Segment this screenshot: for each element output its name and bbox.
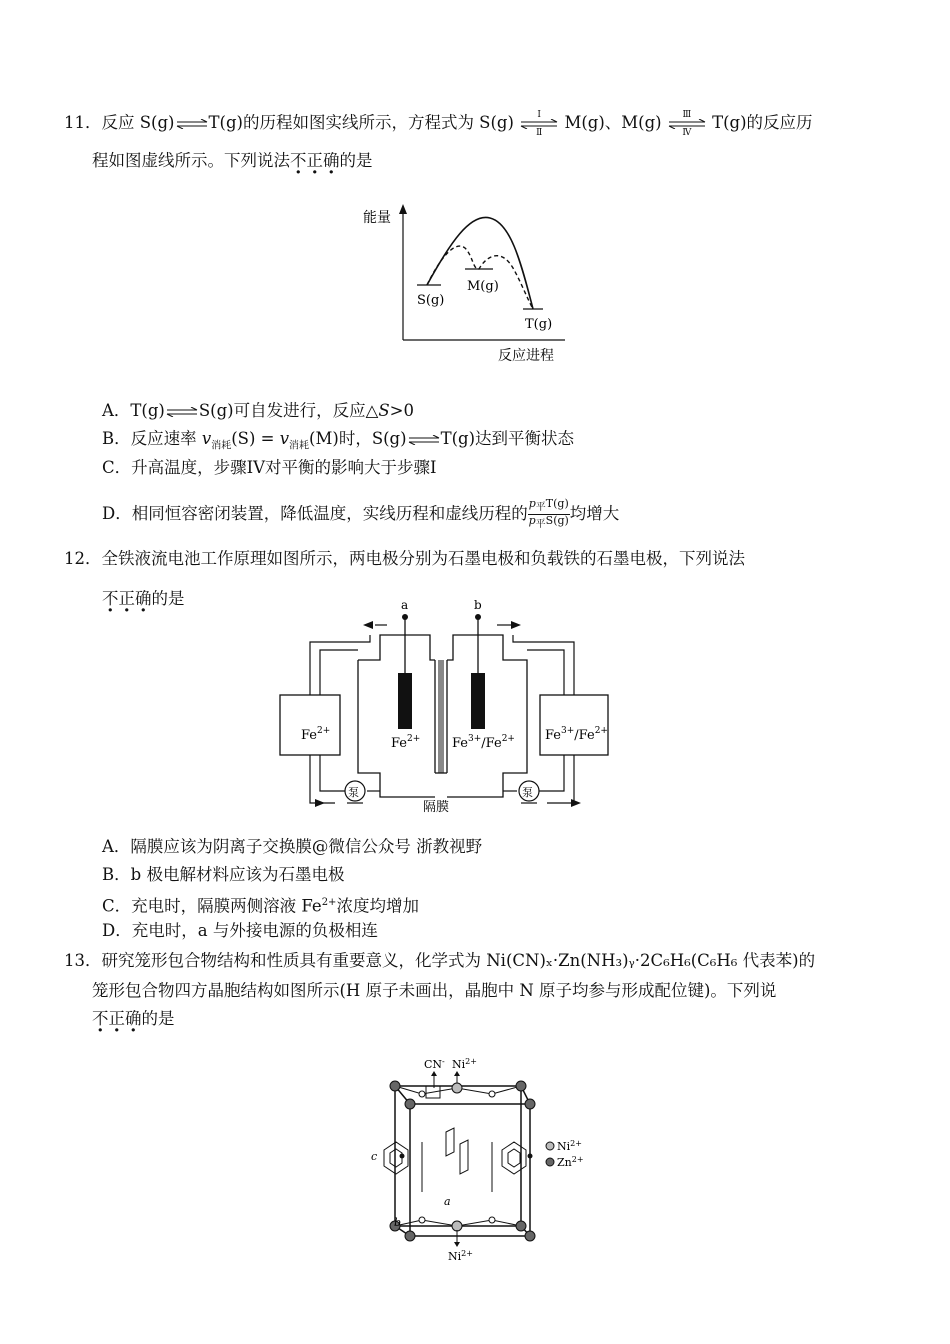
right-tank-label: $Fe^{3+}/Fe^{2+}$	[545, 726, 608, 743]
legend-ni-swatch	[546, 1142, 554, 1150]
q13-line3: 不正确的是	[92, 1009, 175, 1028]
q11-line1: 11．反应 S(g) T(g)的历程如图实线所示，方程式为 S(g) Ⅰ Ⅱ M(g)、M(g) Ⅲ Ⅳ T(g)的反应历	[64, 109, 813, 138]
q11-number: 11．	[64, 113, 102, 132]
emphasis-char: 不	[290, 151, 307, 170]
right-tank	[540, 695, 608, 755]
emphasis-char: 确	[323, 151, 340, 170]
left-tank-label: $Fe^{2+}$	[301, 726, 331, 743]
energy-profile-figure	[355, 198, 595, 370]
left-cell-label: $Fe^{2+}$	[391, 734, 421, 751]
electrode-a-label: a	[401, 598, 409, 612]
electrode-b	[471, 673, 485, 729]
q11-option-a: A．T(g) S(g)可自发进行，反应△S>0	[102, 400, 414, 423]
equilibrium-arrow	[165, 401, 199, 423]
ni-bottom-label: $Ni^{2+}$	[448, 1249, 473, 1263]
q11-option-d: D．相同恒容密闭装置，降低温度，实线历程和虚线历程的 $\frac{p_平T(g)}{p_平S(g)}$ 均增大	[102, 497, 620, 531]
emphasis-char: 正	[118, 589, 135, 608]
axis-a: a	[444, 1195, 451, 1208]
ni-top-label: $Ni^{2+}$	[452, 1057, 477, 1071]
legend-zn: $Zn^{2+}$	[557, 1155, 584, 1169]
electrode-a	[398, 673, 412, 729]
q12-line1: 12．全铁液流电池工作原理如图所示，两电极分别为石墨电极和负载铁的石墨电极，下列说法	[64, 549, 745, 568]
emphasis-char: 确	[135, 589, 152, 608]
crystal-cell-figure	[362, 1052, 602, 1264]
q12-option-a: A．隔膜应该为阴离子交换膜@微信公众号 浙教视野	[102, 837, 483, 856]
emphasis-char: 正	[306, 151, 323, 170]
equilibrium-arrow-III-IV: Ⅲ Ⅳ	[667, 113, 707, 135]
q11-line2: 程如图虚线所示。下列说法不正确的是	[92, 151, 373, 170]
equilibrium-arrow	[175, 113, 209, 135]
q13-line1: 13．研究笼形包合物结构和性质具有重要意义，化学式为 Ni(CN)ₓ·Zn(NH₃)ᵧ·2C₆H₆(C₆H₆ 代表苯)的	[64, 951, 816, 970]
legend-ni: $Ni^{2+}$	[557, 1139, 582, 1153]
q12-number: 12．	[64, 549, 102, 568]
label-s: S(g)	[417, 293, 445, 308]
q11-option-c: C．升高温度，步骤IV对平衡的影响大于步骤I	[102, 458, 437, 477]
pressure-ratio-fraction: $\frac{p_平T(g)}{p_平S(g)}$	[528, 497, 569, 531]
q12-option-b: B．b 极电解材料应该为石墨电极	[102, 865, 345, 884]
equilibrium-arrow	[407, 429, 441, 451]
svg-text:泵: 泵	[348, 786, 359, 799]
q13-number: 13．	[64, 951, 102, 970]
emphasis-char: 不	[102, 589, 119, 608]
emphasis-char: 确	[125, 1009, 142, 1028]
q13-line2: 笼形包合物四方晶胞结构如图所示(H 原子未画出，晶胞中 N 原子均参与形成配位键)。下列说	[92, 981, 777, 1000]
membrane	[438, 660, 444, 773]
x-axis-label: 反应进程	[498, 348, 554, 364]
left-tank	[280, 695, 340, 755]
y-axis-label: 能量	[363, 210, 391, 226]
emphasis-char: 不	[92, 1009, 109, 1028]
q11-option-b: B．反应速率 $v_{消耗}(S) = v_{消耗}(M)$时，S(g) T(g)达到平衡状态	[102, 429, 575, 452]
cn-label: CN-	[424, 1057, 445, 1071]
electrode-b-label: b	[474, 598, 482, 612]
right-cell-label: $Fe^{3+}/Fe^{2+}$	[452, 734, 515, 751]
axis-b: b	[394, 1216, 402, 1229]
q12-option-d: D．充电时，a 与外接电源的负极相连	[102, 921, 378, 940]
legend-zn-swatch	[546, 1158, 554, 1166]
label-m: M(g)	[467, 279, 499, 294]
membrane-label: 隔膜	[423, 800, 450, 815]
axis-c: c	[371, 1150, 378, 1163]
svg-text:泵: 泵	[522, 786, 533, 799]
emphasis-char: 正	[108, 1009, 125, 1028]
q12-option-c: C．充电时，隔膜两侧溶液 $Fe^{2+}$浓度均增加	[102, 896, 419, 916]
equilibrium-arrow-I-II: Ⅰ Ⅱ	[519, 113, 559, 135]
flow-battery-figure	[275, 595, 615, 820]
q12-line2: 不正确的是	[102, 589, 185, 608]
label-t: T(g)	[525, 317, 553, 332]
